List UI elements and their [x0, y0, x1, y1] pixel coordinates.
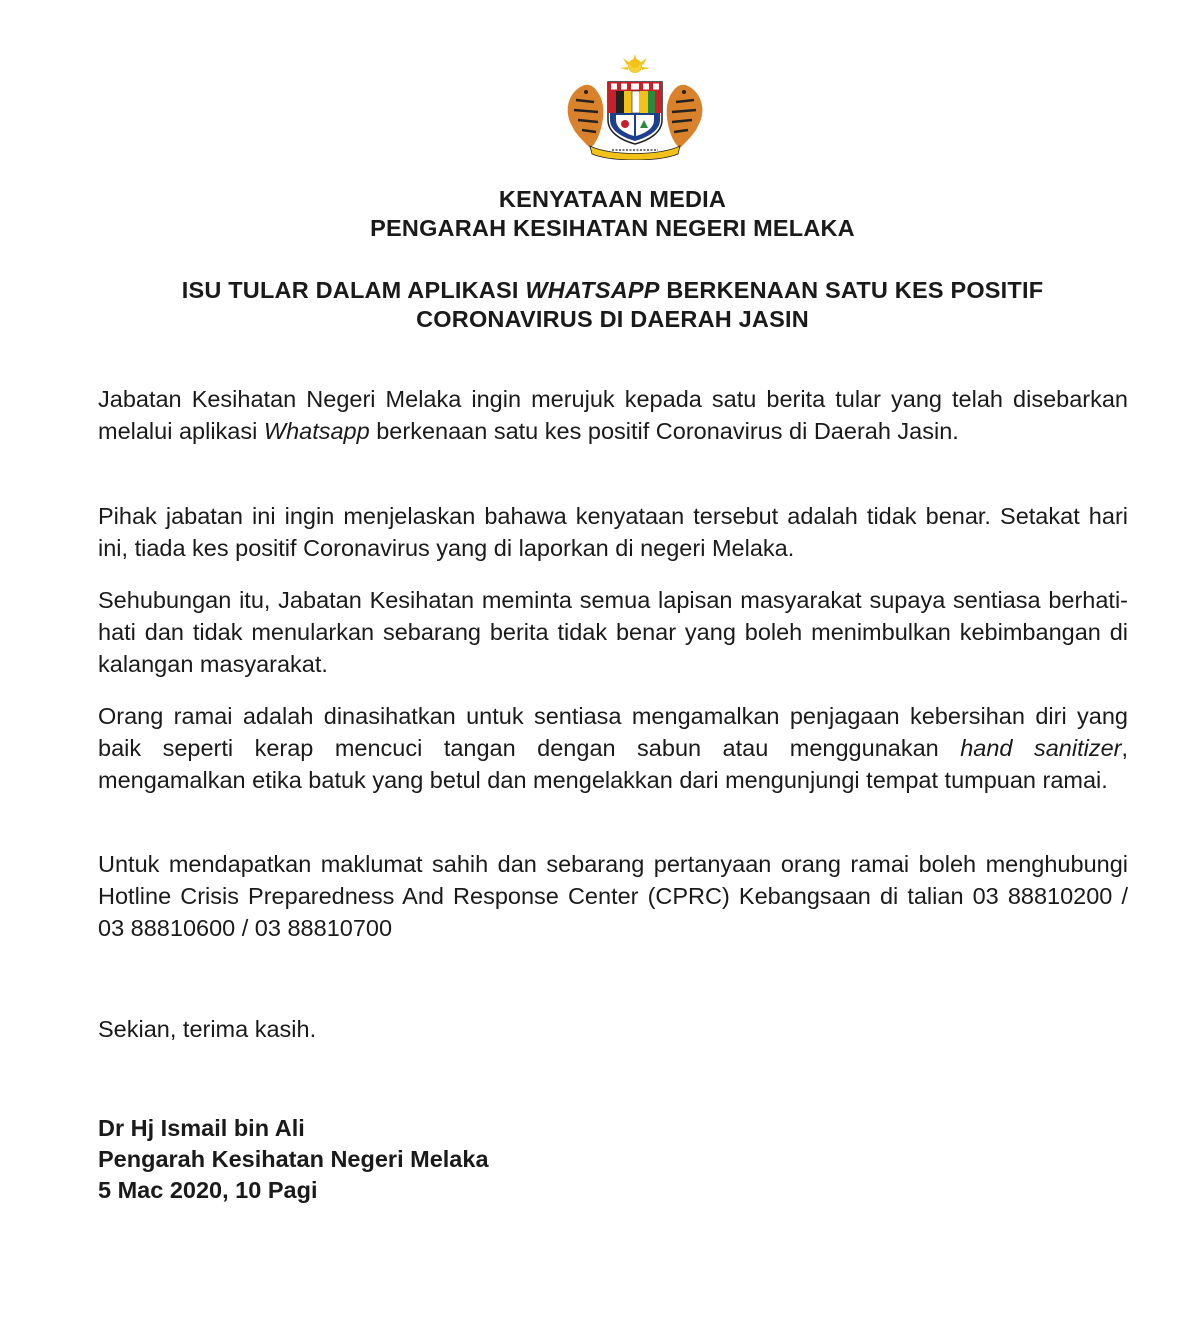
- closing-text: Sekian, terima kasih.: [98, 1016, 317, 1042]
- issue-title-app-name: WHATSAPP: [525, 277, 660, 303]
- paragraph-4-text-b: , mengamalkan etika batuk yang betul dan mengelakkan dari mengunjungi tempat tumpuan ramai.: [98, 735, 1128, 793]
- media-statement-header: [0, 185, 1200, 243]
- statement-date: 5 Mac 2020, 10 Pagi: [98, 1177, 318, 1203]
- malaysia-coat-of-arms-icon: [560, 52, 710, 160]
- paragraph-3: Sehubungan itu, Jabatan Kesihatan meminta semua lapisan masyarakat supaya sentiasa berhati-hati dan tidak menularkan sebarang berita tidak benar yang boleh menimbulkan kebimbangan di kalangan masyarakat.: [98, 587, 1128, 677]
- header-department: PENGARAH KESIHATAN NEGERI MELAKA: [370, 215, 855, 241]
- issue-title-line-1: [0, 276, 1200, 305]
- issue-title: [0, 276, 1200, 334]
- paragraph-4-text-a: Orang ramai adalah dinasihatkan untuk sentiasa mengamalkan penjagaan kebersihan diri yang baik seperti kerap mencuci tangan dengan sabun atau menggunakan: [98, 703, 1128, 761]
- issue-title-prefix: ISU TULAR DALAM APLIKASI: [181, 277, 526, 303]
- paragraph-1-app-name: Whatsapp: [263, 418, 370, 444]
- paragraph-1: [98, 383, 1128, 447]
- paragraph-1-text-a: Jabatan Kesihatan Negeri Melaka ingin merujuk kepada satu berita tular yang telah disebarkan melalui aplikasi: [98, 386, 1128, 444]
- issue-title-suffix: BERKENAAN SATU KES POSITIF: [659, 277, 1044, 303]
- paragraph-4-hand-sanitizer: hand sanitizer: [960, 735, 1122, 761]
- paragraph-5-hotline: Untuk mendapatkan maklumat sahih dan sebarang pertanyaan orang ramai boleh menghubungi Hotline Crisis Preparedness And Response Center (CPRC) Kebangsaan di talian 03 88810200 / 03 88810600 / 03 88810700: [98, 851, 1128, 941]
- paragraph-1-text-b: berkenaan satu kes positif Coronavirus di Daerah Jasin.: [369, 418, 959, 444]
- signatory-name: Dr Hj Ismail bin Ali: [98, 1115, 305, 1141]
- issue-title-line-2: CORONAVIRUS DI DAERAH JASIN: [416, 306, 809, 332]
- paragraph-2: Pihak jabatan ini ingin menjelaskan bahawa kenyataan tersebut adalah tidak benar. Setakat hari ini, tiada kes positif Coronavirus yang di laporkan di negeri Melaka.: [98, 503, 1128, 561]
- signature-block: [98, 1113, 489, 1206]
- signatory-title: Pengarah Kesihatan Negeri Melaka: [98, 1146, 489, 1172]
- paragraph-4: [98, 700, 1128, 796]
- header-title: KENYATAAN MEDIA: [498, 186, 727, 212]
